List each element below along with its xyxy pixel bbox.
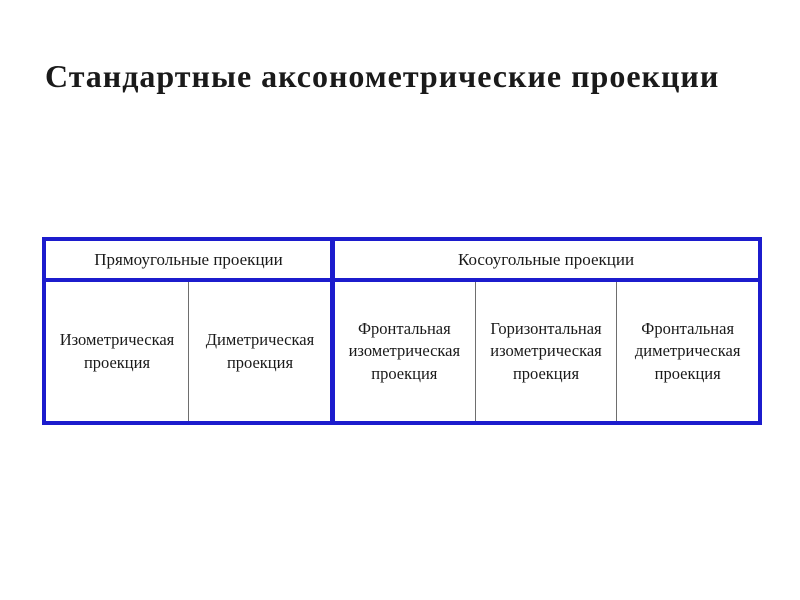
slide-title: Стандартные аксонометрические проекции — [45, 58, 720, 94]
cell-frontal-isometric-projection: Фронтальная изометрическая проекция — [348, 319, 461, 383]
table-rectangular-projections — [42, 237, 335, 425]
cell-isometric-projection: Изометрическая проекция — [59, 330, 175, 372]
table-header-rectangular: Прямоугольные проекции — [46, 241, 331, 282]
table-oblique-projections — [330, 237, 762, 425]
table-body-rectangular — [46, 282, 331, 421]
cell-frontal-dimetric-projection: Фронтальная диметрическая проекция — [616, 282, 758, 421]
cell-dimetric-projection: Диметрическая проекция — [188, 282, 331, 421]
table-header-oblique: Косоугольные проекции — [334, 241, 758, 282]
table-body-oblique — [334, 282, 758, 421]
cell-horizontal-isometric-projection: Горизонтальная изометрическая проекция — [475, 282, 617, 421]
